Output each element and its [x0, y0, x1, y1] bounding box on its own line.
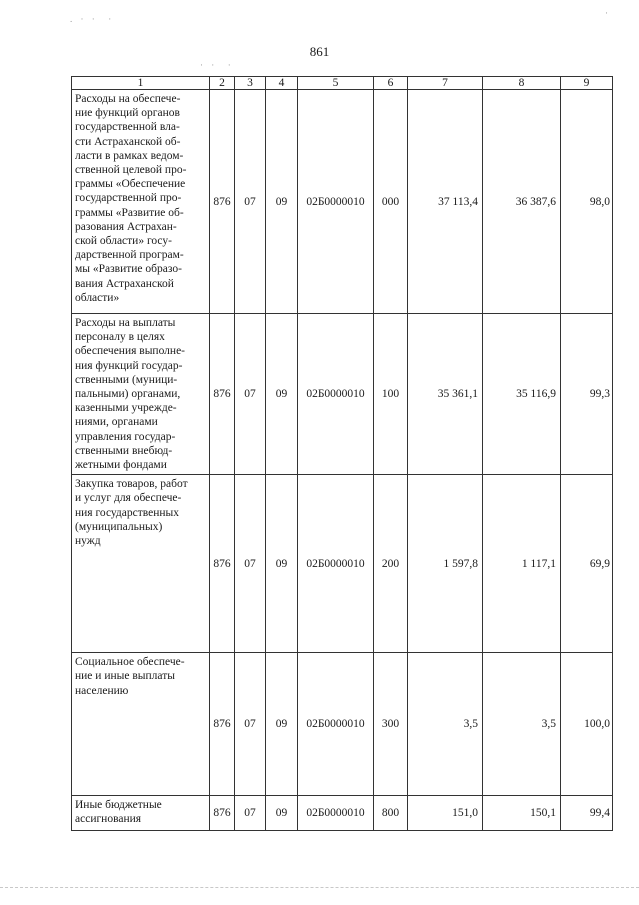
cell-section: 07 — [235, 314, 266, 475]
cell-percent: 69,9 — [561, 475, 613, 653]
cell-percent: 98,0 — [561, 90, 613, 314]
cell-expense-type: 300 — [374, 653, 408, 796]
header-cell-1: 1 — [72, 77, 210, 90]
header-cell-2: 2 — [210, 77, 235, 90]
cell-expense-type: 000 — [374, 90, 408, 314]
cell-subsection: 09 — [266, 796, 298, 831]
header-cell-5: 5 — [298, 77, 374, 90]
table-row — [72, 796, 613, 831]
cell-agency-code: 876 — [210, 653, 235, 796]
cell-planned: 37 113,4 — [408, 90, 483, 314]
header-cell-3: 3 — [235, 77, 266, 90]
cell-percent: 100,0 — [561, 653, 613, 796]
table-row — [72, 314, 613, 475]
table-row — [72, 90, 613, 314]
row-description: Расходы на выплаты персоналу в целях обеспечения выполне- ния функций государ- ственными (муници- пальными) органами, казенными учрежде- ниями, органами управления государ- ственными внебюд- жетными фондами — [72, 314, 210, 475]
cell-target-item: 02Б0000010 — [298, 475, 374, 653]
scan-noise: · — [605, 8, 611, 18]
row-description: Закупка товаров, работ и услуг для обеспече- ния государственных (муниципальных) нужд — [72, 475, 210, 653]
cell-executed: 150,1 — [483, 796, 561, 831]
header-row — [72, 77, 613, 90]
cell-planned: 1 597,8 — [408, 475, 483, 653]
cell-agency-code: 876 — [210, 475, 235, 653]
cell-target-item: 02Б0000010 — [298, 653, 374, 796]
budget-table — [71, 76, 613, 831]
table-row — [72, 653, 613, 796]
cell-executed: 1 117,1 — [483, 475, 561, 653]
cell-subsection: 09 — [266, 653, 298, 796]
cell-executed: 36 387,6 — [483, 90, 561, 314]
header-cell-9: 9 — [561, 77, 613, 90]
header-cell-8: 8 — [483, 77, 561, 90]
cell-target-item: 02Б0000010 — [298, 796, 374, 831]
cell-section: 07 — [235, 475, 266, 653]
scan-edge-line — [0, 887, 639, 889]
page-number: 861 — [309, 44, 330, 59]
row-description: Социальное обеспече- ние и иные выплаты населению — [72, 653, 210, 796]
cell-target-item: 02Б0000010 — [298, 90, 374, 314]
row-description: Иные бюджетные ассигнования — [72, 796, 210, 831]
header-cell-4: 4 — [266, 77, 298, 90]
cell-expense-type: 100 — [374, 314, 408, 475]
cell-executed: 35 116,9 — [483, 314, 561, 475]
header-cell-6: 6 — [374, 77, 408, 90]
cell-subsection: 09 — [266, 314, 298, 475]
cell-section: 07 — [235, 90, 266, 314]
cell-planned: 3,5 — [408, 653, 483, 796]
cell-percent: 99,3 — [561, 314, 613, 475]
cell-percent: 99,4 — [561, 796, 613, 831]
cell-section: 07 — [235, 653, 266, 796]
header-cell-7: 7 — [408, 77, 483, 90]
cell-planned: 35 361,1 — [408, 314, 483, 475]
cell-expense-type: 800 — [374, 796, 408, 831]
scan-noise: . · · · — [70, 14, 115, 24]
cell-agency-code: 876 — [210, 314, 235, 475]
cell-agency-code: 876 — [210, 90, 235, 314]
cell-agency-code: 876 — [210, 796, 235, 831]
scan-noise: · · · — [200, 60, 234, 70]
cell-expense-type: 200 — [374, 475, 408, 653]
cell-planned: 151,0 — [408, 796, 483, 831]
cell-subsection: 09 — [266, 475, 298, 653]
cell-section: 07 — [235, 796, 266, 831]
table-row — [72, 475, 613, 653]
cell-subsection: 09 — [266, 90, 298, 314]
cell-target-item: 02Б0000010 — [298, 314, 374, 475]
row-description: Расходы на обеспече- ние функций органов государственной вла- сти Астраханской об- ласти в рамках ведом- ственной целевой про- граммы «Обеспечение государственной про- граммы «Развитие об- разования Астрахан- ской области» госу- дарственной програм- мы «Развитие образо- вания Астраханской области» — [72, 90, 210, 314]
budget-table-wrapper — [71, 76, 612, 831]
cell-executed: 3,5 — [483, 653, 561, 796]
